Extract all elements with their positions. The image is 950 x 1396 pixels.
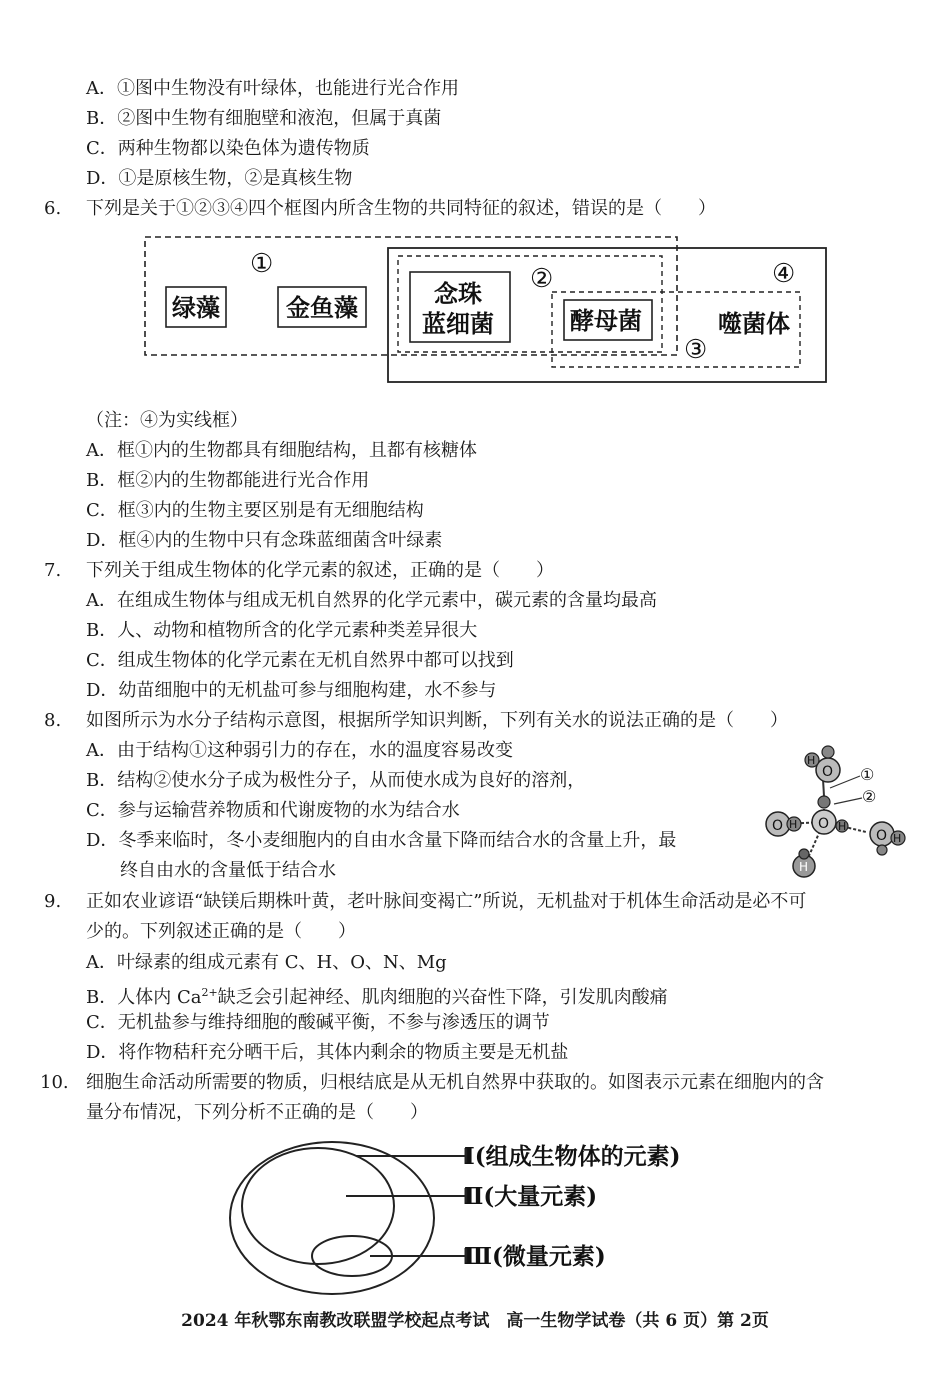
q5-option-c: C．两种生物都以染色体为遗传物质 <box>86 138 370 159</box>
q8-option-b: B．结构②使水分子成为极性分子，从而使水成为良好的溶剂， <box>86 770 586 791</box>
atom-h-top: H <box>807 754 816 767</box>
q9-option-c: C．无机盐参与维持细胞的酸碱平衡，不参与渗透压的调节 <box>86 1012 550 1033</box>
atom-h-bottom: H <box>799 860 809 874</box>
marker-3: ③ <box>684 335 708 365</box>
q9-option-b <box>86 982 668 1009</box>
org-nostoc-line2: 蓝细菌 <box>422 309 494 338</box>
figure-label-1: ① <box>860 765 875 784</box>
atom-h-left: H <box>789 818 798 831</box>
q7-option-d: D．幼苗细胞中的无机盐可参与细胞构建，水不参与 <box>86 680 497 701</box>
q9-option-b-post: 缺乏会引起神经、肌肉细胞的兴奋性下降，引发肌肉酸痛 <box>217 987 668 1008</box>
q9-option-b-sup: 2+ <box>201 986 218 999</box>
atom-o-left: O <box>772 818 784 834</box>
q9-stem-line1: 正如农业谚语“缺镁后期株叶黄，老叶脉间变褐亡”所说，无机盐对于机体生命活动是必不可 <box>86 891 807 912</box>
q9-number: 9. <box>44 891 62 912</box>
q7-stem: 下列关于组成生物体的化学元素的叙述，正确的是（ ） <box>86 560 554 581</box>
q8-option-d-continued: 终自由水的含量低于结合水 <box>120 860 336 881</box>
atom-h-center: H <box>838 820 847 833</box>
circle-I <box>230 1142 434 1294</box>
org-hornwort: 金鱼藻 <box>286 293 358 322</box>
page-footer: 2024 年秋鄂东南教改联盟学校起点考试 高一生物学试卷（共 6 页）第 2页 <box>181 1311 769 1331</box>
venn-label-III: Ⅲ(微量元素) <box>464 1243 606 1270</box>
q8-number: 8. <box>44 710 62 731</box>
atom-o-center: O <box>818 816 830 832</box>
q8-option-a: A．由于结构①这种弱引力的存在，水的温度容易改变 <box>86 740 513 761</box>
q7-option-b: B．人、动物和植物所含的化学元素种类差异很大 <box>86 620 478 641</box>
q9-stem-line2: 少的。下列叙述正确的是（ ） <box>86 921 356 942</box>
venn-label-I: Ⅰ(组成生物体的元素) <box>464 1143 681 1170</box>
figure-label-2: ② <box>862 787 877 806</box>
org-green-algae: 绿藻 <box>172 293 220 322</box>
q8-option-d: D．冬季来临时，冬小麦细胞内的自由水含量下降而结合水的含量上升，最 <box>86 830 677 851</box>
org-nostoc-line1: 念珠 <box>434 279 482 308</box>
q7-option-c: C．组成生物体的化学元素在无机自然界中都可以找到 <box>86 650 514 671</box>
atom-h-right: H <box>893 832 902 845</box>
q9-option-d: D．将作物秸秆充分晒干后，其体内剩余的物质主要是无机盐 <box>86 1042 569 1063</box>
q9-option-b-pre: B．人体内 Ca <box>86 987 202 1008</box>
q5-option-a: A．①图中生物没有叶绿体，也能进行光合作用 <box>86 78 459 99</box>
q8-stem: 如图所示为水分子结构示意图，根据所学知识判断，下列有关水的说法正确的是（ ） <box>86 710 788 731</box>
marker-2: ② <box>530 264 554 294</box>
frame-1 <box>145 237 677 355</box>
q6-number: 6. <box>44 198 62 219</box>
atom-o-right: O <box>876 828 888 844</box>
venn-label-II: Ⅱ(大量元素) <box>464 1183 598 1210</box>
marker-1: ① <box>250 249 274 279</box>
q6-stem: 下列是关于①②③④四个框图内所含生物的共同特征的叙述，错误的是（ ） <box>86 198 716 219</box>
q5-option-b: B．②图中生物有细胞壁和液泡，但属于真菌 <box>86 108 442 129</box>
q9-option-a: A．叶绿素的组成元素有 C、H、O、N、Mg <box>86 952 447 973</box>
q5-option-d: D．①是原核生物，②是真核生物 <box>86 168 353 189</box>
q8-option-c: C．参与运输营养物质和代谢废物的水为结合水 <box>86 800 460 821</box>
q6-option-a: A．框①内的生物都具有细胞结构，且都有核糖体 <box>86 440 477 461</box>
org-phage: 噬菌体 <box>718 309 790 338</box>
marker-4: ④ <box>772 259 796 289</box>
q10-number: 10. <box>40 1072 69 1093</box>
org-yeast: 酵母菌 <box>570 306 642 335</box>
q6-note: （注：④为实线框） <box>86 410 248 431</box>
water-molecule-figure <box>756 740 916 884</box>
atom-o-top: O <box>822 764 834 780</box>
q10-stem-line2: 量分布情况，下列分析不正确的是（ ） <box>86 1102 428 1123</box>
q6-option-b: B．框②内的生物都能进行光合作用 <box>86 470 370 491</box>
element-venn-diagram <box>220 1136 740 1296</box>
q6-option-d: D．框④内的生物中只有念珠蓝细菌含叶绿素 <box>86 530 443 551</box>
q6-option-c: C．框③内的生物主要区别是有无细胞结构 <box>86 500 424 521</box>
q7-option-a: A．在组成生物体与组成无机自然界的化学元素中，碳元素的含量均最高 <box>86 590 657 611</box>
q7-number: 7. <box>44 560 62 581</box>
q6-box-diagram <box>140 232 832 388</box>
q10-stem-line1: 细胞生命活动所需要的物质，归根结底是从无机自然界中获取的。如图表示元素在细胞内的含 <box>86 1072 824 1093</box>
